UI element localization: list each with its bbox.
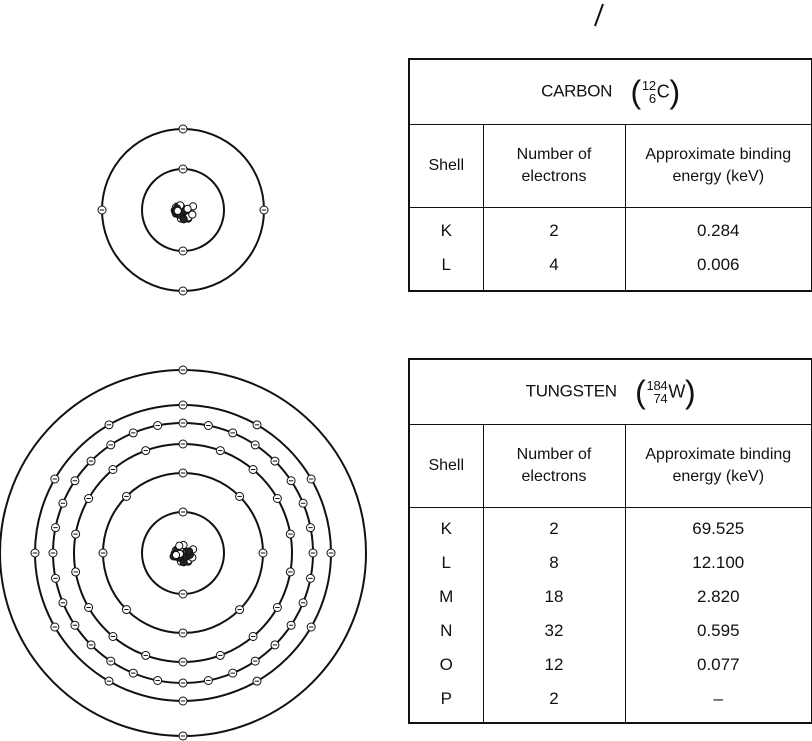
tungsten-nucleus (170, 541, 197, 565)
tungsten-shell-table (408, 358, 812, 724)
carbon-nucleus (171, 202, 196, 223)
tungsten-energy-M: 2.820 (696, 587, 740, 606)
proton (189, 211, 196, 218)
proton (176, 542, 183, 549)
neutron (180, 216, 187, 223)
tungsten-atom-diagram (0, 366, 366, 740)
tungsten-table-title (409, 359, 812, 425)
tungsten-shell-N: N (440, 621, 453, 640)
carbon-table-title (409, 59, 812, 125)
carbon-energy-K: 0.284 (696, 221, 740, 240)
tungsten-electrons-O: 12 (544, 655, 564, 674)
carbon-electrons-L: 4 (549, 255, 559, 274)
proton (172, 551, 179, 558)
tungsten-energy-P: – (713, 689, 723, 708)
carbon-shell-K: K (440, 221, 452, 240)
tungsten-electrons-P: 2 (549, 689, 559, 708)
carbon-header-electrons: Number of electrons (483, 125, 625, 208)
tungsten-header-shell: Shell (409, 425, 483, 508)
carbon-isotope-notation: ( 12 6 C) (630, 74, 680, 110)
tungsten-col-electrons (483, 508, 625, 724)
tungsten-element-name: TUNGSTEN (525, 381, 617, 401)
tungsten-shell-P: P (440, 689, 452, 708)
carbon-shell-table (408, 58, 812, 292)
carbon-element-name: CARBON (541, 81, 613, 101)
tungsten-electrons-N: 32 (544, 621, 564, 640)
carbon-shell-L: L (441, 255, 451, 274)
neutron (185, 548, 192, 555)
carbon-mass-number: 12 (641, 78, 656, 93)
tungsten-shell-O: O (439, 655, 453, 674)
carbon-atomic-number: 6 (648, 91, 656, 106)
tungsten-mass-number: 184 (646, 378, 668, 393)
tungsten-electrons-L: 8 (549, 553, 559, 572)
carbon-col-electrons (483, 208, 625, 292)
carbon-atom-diagram (98, 125, 268, 295)
tungsten-atomic-number: 74 (653, 391, 668, 406)
tungsten-shell-L: L (441, 553, 451, 572)
tungsten-col-energy (625, 508, 812, 724)
tungsten-isotope-notation: ( 184 74 W) (635, 374, 696, 410)
tungsten-energy-N: 0.595 (696, 621, 740, 640)
carbon-header-shell: Shell (409, 125, 483, 208)
proton (174, 207, 181, 214)
tungsten-header-energy: Approximate binding energy (keV) (625, 425, 812, 508)
tungsten-energy-L: 12.100 (692, 553, 745, 572)
tungsten-electrons-K: 2 (549, 519, 559, 538)
carbon-symbol: C (656, 81, 670, 102)
tungsten-energy-O: 0.077 (696, 655, 740, 674)
carbon-col-shell (409, 208, 483, 292)
tungsten-shell-K: K (440, 519, 452, 538)
tungsten-header-electrons: Number of electrons (483, 425, 625, 508)
tungsten-electrons-M: 18 (544, 587, 564, 606)
carbon-energy-L: 0.006 (696, 255, 740, 274)
tungsten-col-shell (409, 508, 483, 724)
carbon-col-energy (625, 208, 812, 292)
tungsten-shell-M: M (439, 587, 454, 606)
carbon-header-energy: Approximate binding energy (keV) (625, 125, 812, 208)
tungsten-symbol: W (668, 381, 686, 402)
tungsten-energy-K: 69.525 (692, 519, 745, 538)
carbon-electrons-K: 2 (549, 221, 559, 240)
